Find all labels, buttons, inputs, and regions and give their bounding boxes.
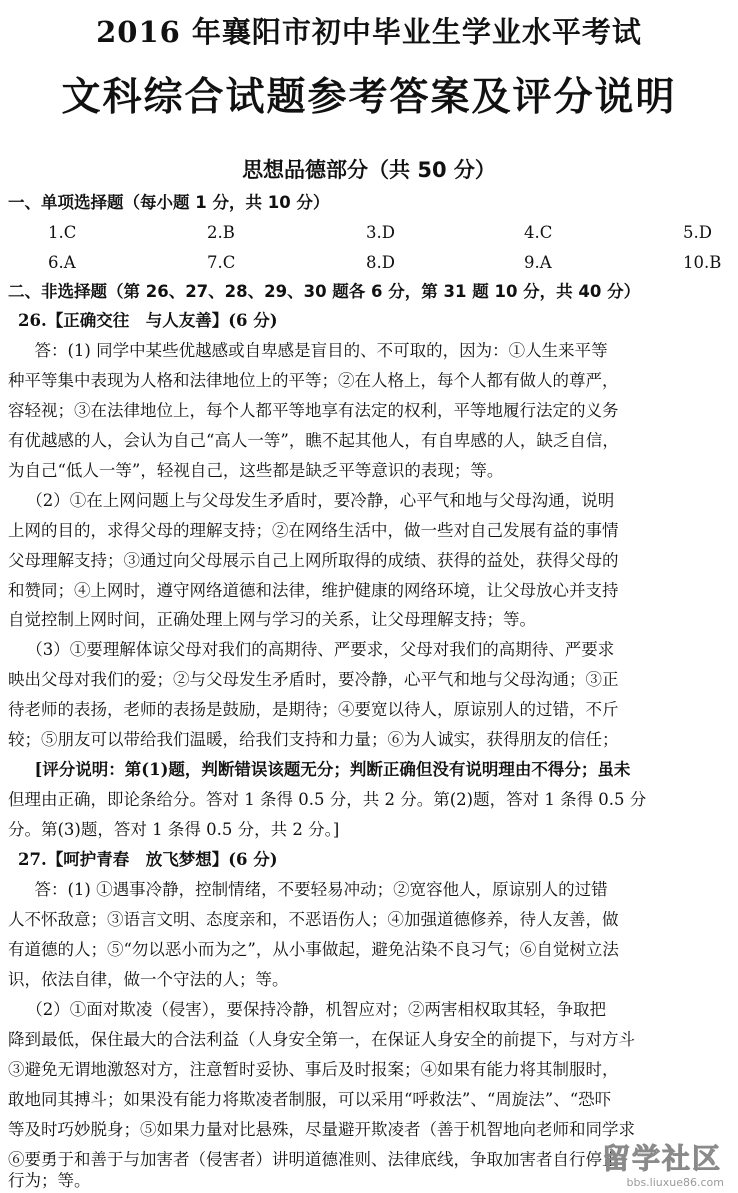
answer-2: 2.B (207, 223, 235, 242)
body-line: （2）①面对欺凌（侵害），要保持冷静，机智应对；②两害相权取其轻，争取把 (18, 1000, 606, 1019)
body-line: 识，依法自律，做一个守法的人；等。 (8, 970, 289, 989)
body-line: 自觉控制上网时间，正确处理上网与学习的关系，让父母理解支持；等。 (8, 610, 536, 629)
scoring-note: 分。第(3)题，答对 1 条得 0.5 分，共 2 分。] (8, 820, 340, 839)
body-line: 答：(1) ①遇事冷静，控制情绪，不要轻易冲动；②宽容他人，原谅别人的过错 (18, 880, 608, 899)
answer-4: 4.C (524, 223, 553, 242)
question-27-heading: 27.【呵护青春 放飞梦想】(6 分) (18, 850, 278, 869)
body-line: 和赞同；④上网时，遵守网络道德和法律，维护健康的网络环境，让父母放心并支持 (8, 581, 619, 600)
answer-9: 9.A (524, 253, 552, 272)
body-line: （2）①在上网问题上与父母发生矛盾时，要冷静，心平气和地与父母沟通，说明 (18, 491, 615, 510)
scoring-note: 但理由正确，即论条给分。答对 1 条得 0.5 分，共 2 分。第(2)题，答对 1 条得 0.5 分 (8, 790, 647, 809)
watermark-url: bbs.liuxue86.com (626, 1176, 724, 1189)
body-line: 父母理解支持；③通过向父母展示自己上网所取得的成绩、获得的益处，获得父母的 (8, 551, 619, 570)
body-line: 等及时巧妙脱身；⑤如果力量对比悬殊，尽量避开欺凌者（善于机智地向老师和同学求 (8, 1120, 635, 1139)
answer-5: 5.D (683, 223, 712, 242)
answer-8: 8.D (366, 253, 395, 272)
body-line: 行为；等。 (8, 1171, 91, 1190)
watermark-logo-text: 留学社区 (601, 1142, 722, 1175)
exam-title: 2016 年襄阳市初中毕业生学业水平考试 (96, 15, 642, 49)
answer-6: 6.A (48, 253, 76, 272)
body-line: 答：(1) 同学中某些优越感或自卑感是盲目的、不可取的，因为：①人生来平等 (18, 341, 608, 360)
body-line: 种平等集中表现为人格和法律地位上的平等；②在人格上，每个人都有做人的尊严， (8, 371, 619, 390)
body-line: ③避免无谓地激怒对方，注意暂时妥协、事后及时报案；④如果有能力将其制服时， (8, 1060, 619, 1079)
scoring-note: [评分说明：第(1)题，判断错误该题无分；判断正确但没有说明理由不得分；虽未 (18, 760, 631, 779)
body-line: 待老师的表扬，老师的表扬是鼓励，是期待；④要宽以待人，原谅别人的过错，不斤 (8, 700, 619, 719)
question-26-heading: 26.【正确交往 与人友善】(6 分) (18, 311, 278, 330)
section-subtitle: 思想品德部分（共 50 分） (242, 158, 496, 182)
body-line: 容轻视；③在法律地位上，每个人都平等地享有法定的权利，平等地履行法定的义务 (8, 401, 619, 420)
body-line: 敢地同其搏斗；如果没有能力将欺凌者制服，可以采用“呼救法”、“周旋法”、“恐吓 (8, 1090, 612, 1109)
body-line: 有优越感的人，会认为自己“高人一等”，瞧不起其他人，有自卑感的人，缺乏自信， (8, 431, 619, 450)
body-line: 较；⑤朋友可以带给我们温暖，给我们支持和力量；⑥为人诚实，获得朋友的信任； (8, 730, 619, 749)
body-line: 上网的目的，求得父母的理解支持；②在网络生活中，做一些对自己发展有益的事情 (8, 521, 619, 540)
section2-heading: 二、非选择题（第 26、27、28、29、30 题各 6 分，第 31 题 10 分，共 40 分） (8, 282, 641, 301)
body-line: 映出父母对我们的爱；②与父母发生矛盾时，要冷静，心平气和地与父母沟通；③正 (8, 670, 619, 689)
body-line: 降到最低，保住最大的合法利益（人身安全第一，在保证人身安全的前提下，与对方斗 (8, 1030, 635, 1049)
body-line: 为自己“低人一等”，轻视自己，这些都是缺乏平等意识的表现；等。 (8, 461, 504, 480)
body-line: （3）①要理解体谅父母对我们的高期待、严要求，父母对我们的高期待、严要求 (18, 640, 615, 659)
document-title: 文科综合试题参考答案及评分说明 (61, 75, 677, 120)
body-line: 有道德的人；⑤“勿以恶小而为之”，从小事做起，避免沾染不良习气；⑥自觉树立法 (8, 940, 619, 959)
answer-3: 3.D (366, 223, 395, 242)
answer-1: 1.C (48, 223, 77, 242)
answer-7: 7.C (207, 253, 236, 272)
body-line: 人不怀敌意；③语言文明、态度亲和，不恶语伤人；④加强道德修养，待人友善，做 (8, 910, 619, 929)
watermark (592, 1133, 732, 1191)
section1-heading: 一、单项选择题（每小题 1 分，共 10 分） (8, 193, 330, 212)
body-line: ⑥要勇于和善于与加害者（侵害者）讲明道德准则、法律底线，争取加害者自行停止 (8, 1150, 619, 1169)
answer-10: 10.B (683, 253, 722, 272)
